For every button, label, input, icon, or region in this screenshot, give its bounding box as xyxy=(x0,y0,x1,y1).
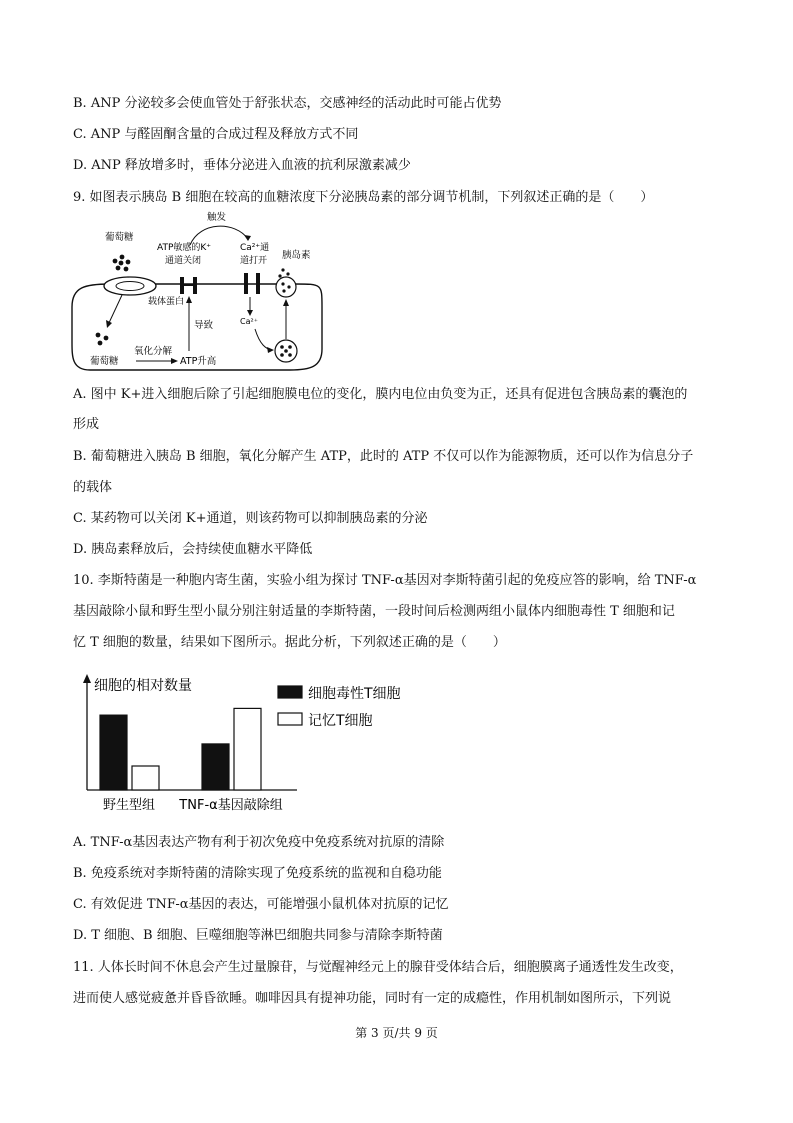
label-insulin: 胰岛素 xyxy=(282,250,311,261)
q10-option-a: A. TNF-α基因表达产物有利于初次免疫中免疫系统对抗原的清除 xyxy=(73,835,445,850)
carrier-protein xyxy=(104,277,156,295)
legend-label: 细胞毒性T细胞 xyxy=(308,686,401,702)
q9-option-a-line1: A. 图中 K+进入细胞后除了引起细胞膜电位的变化，膜内电位由负变为正，还具有促进包含胰岛素的囊泡的 xyxy=(73,387,688,402)
q8-option-c: C. ANP 与醛固酮含量的合成过程及释放方式不同 xyxy=(73,127,359,142)
legend-swatch xyxy=(278,713,302,725)
label-atp-rise: ATP升高 xyxy=(180,356,217,367)
q11-stem-line1: 11. 人体长时间不休息会产生过量腺苷，与觉醒神经元上的腺苷受体结合后，细胞膜离子通透性发生改变， xyxy=(73,960,683,975)
label-ca-inside: Ca²⁺ xyxy=(240,317,258,326)
k-channel-left xyxy=(180,277,184,294)
label-atp-k-channel-1: ATP敏感的K⁺ xyxy=(157,243,212,253)
legend-swatch xyxy=(278,686,302,698)
q10-bar-chart xyxy=(65,672,405,822)
bar-memory-t-knockout xyxy=(234,708,261,790)
q9-insulin-secretion-diagram xyxy=(60,207,350,377)
page-footer: 第 3 页/共 9 页 xyxy=(355,1026,438,1040)
label-atp-k-channel-2: 通道关闭 xyxy=(165,256,202,266)
label-oxidation: 氧化分解 xyxy=(134,346,173,357)
q9-option-a-line2: 形成 xyxy=(73,417,100,432)
ca-channel-right xyxy=(256,273,260,294)
glucose-inside-dots xyxy=(96,333,109,346)
label-ca-channel-2: 道打开 xyxy=(240,256,268,266)
q9-option-b-line2: 的载体 xyxy=(73,480,113,495)
label-ca-channel-1: Ca²⁺通 xyxy=(240,243,270,253)
q9-option-c: C. 某药物可以关闭 K+通道，则该药物可以抑制胰岛素的分泌 xyxy=(73,511,428,526)
label-glucose-outside: 葡萄糖 xyxy=(105,232,134,243)
q11-stem-line2: 进而使人感觉疲惫并昏昏欲睡。咖啡因具有提神功能，同时有一定的成瘾性，作用机制如图所示，下列说 xyxy=(73,991,672,1006)
label-carrier-protein: 载体蛋白 xyxy=(148,297,185,307)
bar-cytotoxic-t-wild-type xyxy=(100,715,127,790)
chart-ylabel: 细胞的相对数量 xyxy=(94,678,192,694)
q10-stem-line1: 10. 李斯特菌是一种胞内寄生菌，实验小组为探讨 TNF-α基因对李斯特菌引起的免疫应答的影响，给 TNF-α xyxy=(73,573,697,588)
ca-channel-left xyxy=(244,273,248,294)
label-leads-to: 导致 xyxy=(194,320,214,331)
bar-memory-t-wild-type xyxy=(132,766,159,790)
q10-option-d: D. T 细胞、B 细胞、巨噬细胞等淋巴细胞共同参与清除李斯特菌 xyxy=(73,928,443,943)
chart-y-axis-arrow xyxy=(83,674,91,683)
insulin-vesicle-release xyxy=(276,277,296,297)
legend-label: 记忆T细胞 xyxy=(308,713,373,729)
label-glucose-inside: 葡萄糖 xyxy=(90,356,119,367)
q10-option-c: C. 有效促进 TNF-α基因的表达，可能增强小鼠机体对抗原的记忆 xyxy=(73,897,449,912)
bar-cytotoxic-t-knockout xyxy=(202,744,229,790)
q10-stem-line3: 忆 T 细胞的数量，结果如下图所示。据此分析，下列叙述正确的是（ ） xyxy=(73,635,506,650)
q9-stem: 9. 如图表示胰岛 B 细胞在较高的血糖浓度下分泌胰岛素的部分调节机制，下列叙述正确的是（ ） xyxy=(73,190,654,205)
k-channel-right xyxy=(193,277,197,294)
x-tick-label: TNF-α基因敲除组 xyxy=(179,798,283,813)
q9-option-b-line1: B. 葡萄糖进入胰岛 B 细胞，氧化分解产生 ATP，此时的 ATP 不仅可以作为能源物质，还可以作为信息分子 xyxy=(73,449,694,464)
x-tick-label: 野生型组 xyxy=(102,798,156,813)
q10-stem-line2: 基因敲除小鼠和野生型小鼠分别注射适量的李斯特菌，一段时间后检测两组小鼠体内细胞毒性 T 细胞和记 xyxy=(73,604,675,619)
glucose-outside-dots xyxy=(113,255,131,272)
q9-option-d: D. 胰岛素释放后，会持续使血糖水平降低 xyxy=(73,542,313,557)
q10-option-b: B. 免疫系统对李斯特菌的清除实现了免疫系统的监视和自稳功能 xyxy=(73,866,442,881)
q8-option-d: D. ANP 释放增多时，垂体分泌进入血液的抗利尿激素减少 xyxy=(73,158,411,173)
q8-option-b: B. ANP 分泌较多会使血管处于舒张状态，交感神经的活动此时可能占优势 xyxy=(73,96,502,111)
label-trigger: 触发 xyxy=(207,212,227,223)
